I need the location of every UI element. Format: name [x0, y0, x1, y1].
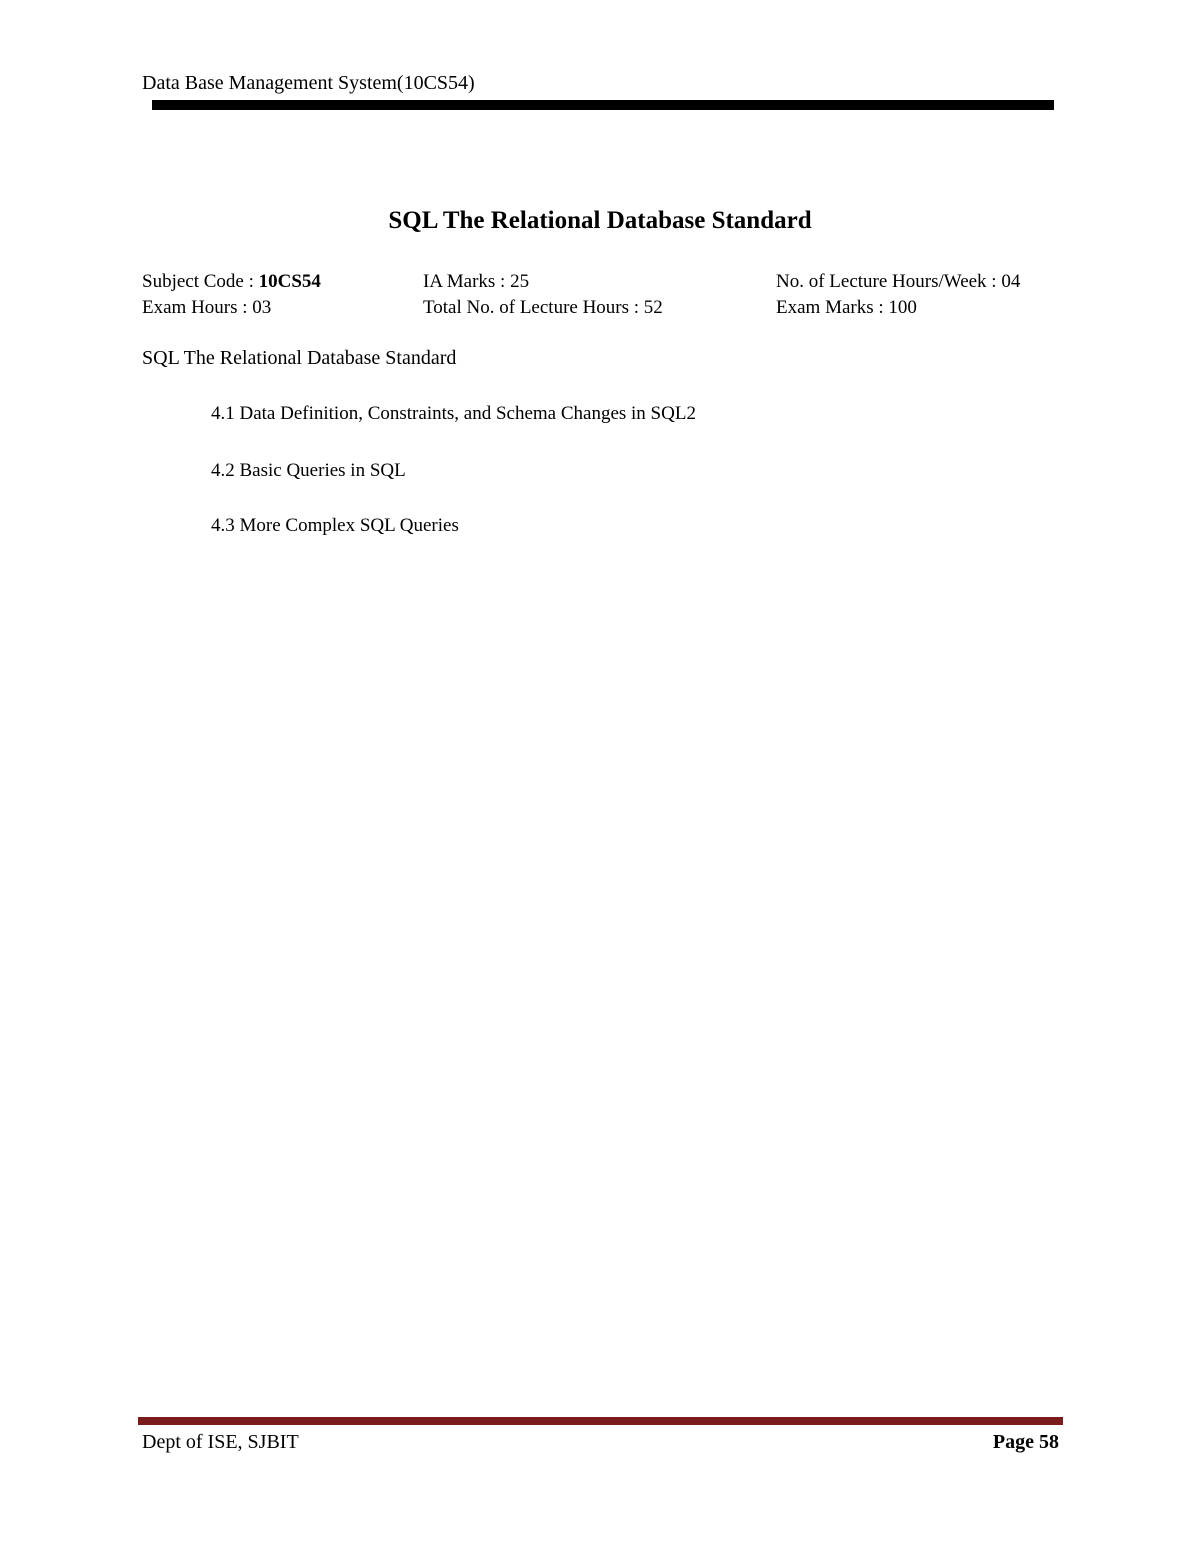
- ia-marks: IA Marks : 25: [423, 271, 530, 292]
- exam-marks: Exam Marks : 100: [776, 297, 917, 318]
- topic-item: 4.2 Basic Queries in SQL: [211, 460, 406, 481]
- page-number: Page 58: [992, 1431, 1059, 1453]
- topic-item: 4.1 Data Definition, Constraints, and Schema Changes in SQL2: [211, 403, 696, 424]
- topic-item: 4.3 More Complex SQL Queries: [211, 515, 459, 536]
- exam-hours: Exam Hours : 03: [142, 297, 272, 318]
- subject-code: [142, 271, 321, 293]
- subject-code-value: 10CS54: [258, 271, 321, 292]
- subject-code-label: Subject Code :: [142, 271, 259, 292]
- header-title: Data Base Management System(10CS54): [142, 72, 475, 94]
- footer-rule: [138, 1417, 1063, 1425]
- page-heading: SQL The Relational Database Standard: [388, 207, 812, 234]
- header-rule: [152, 100, 1054, 110]
- section-title: SQL The Relational Database Standard: [142, 347, 457, 369]
- footer-department: Dept of ISE, SJBIT: [142, 1431, 299, 1453]
- lecture-hours-week: No. of Lecture Hours/Week : 04: [776, 271, 1021, 292]
- total-lecture-hours: Total No. of Lecture Hours : 52: [423, 297, 663, 318]
